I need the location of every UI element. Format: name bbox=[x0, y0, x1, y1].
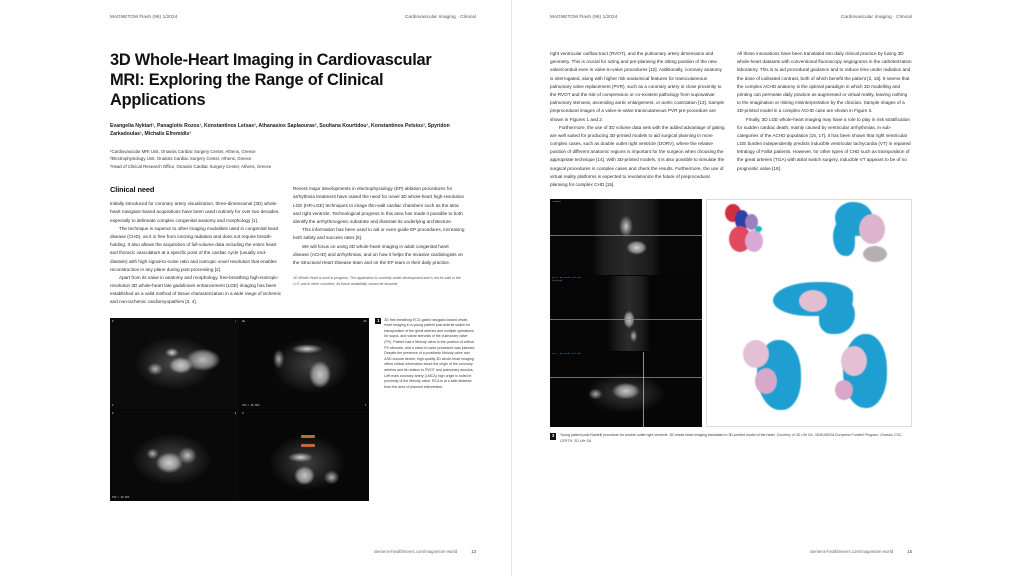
figure-3-block bbox=[550, 199, 912, 444]
right-column-1 bbox=[550, 50, 725, 189]
ct-panel-axial bbox=[550, 352, 702, 427]
paragraph: Furthermore, the use of 3D volume data sets with the added advantage of gating are well suited for producing 3D-printed models to aid surgical planning in more complex cases, such as double outlet right ventricle (DORV), where the relative position of different anatomic regions is important for the surgeon when choosing the appropriate technique [14]. With 3D-printed models, it is also possible to simulate the surgical procedures in complex cases and check the results. Furthermore, the use of virtual reality platforms is expected to revolutionize the future of preprocedural planning for complex CHD [15]. bbox=[550, 124, 725, 187]
right-column-2 bbox=[737, 50, 912, 189]
section-heading-clinical-need: Clinical need bbox=[110, 185, 155, 195]
mri-annotation: R bbox=[112, 319, 114, 323]
figure-1-caption-text: 3D free-breathing ECG-gated navigator-based whole-heart imaging in a young patient post arterial switch for transposition of the great arteries and multiple operations for supra- and valvar stenosis of the pulmonary valve (PV). Patient had a Melody valve in the position of critical PV stenosis, and a valve-in-valve procedure was planned. Despite the presence of a prosthetic Melody valve and ASD closure device, high-quality 3D whole-heart imaging offers critical information about the origin of the coronary arteries and its relation to RVOT and pulmonary annulus. Left main coronary artery (LMCA) high origin is noted in proximity of the Melody valve. RCA is at a safe distance from the area of planned intervention. bbox=[384, 317, 476, 389]
header-publication: MAGNETOM Flash (96) 1/2024 bbox=[110, 14, 178, 19]
model-pink-core-3 bbox=[743, 340, 769, 368]
paragraph: Apart from its value in anatomy and morphology, free-breathing high-isotropic-resolution 3D whole-heart late gadolinium enhancement (LGE) imaging has been established as a valid method of tissue characterization in a wide range of ischemic and non-ischemic cardiomyopathies [3, 4]. bbox=[110, 274, 282, 305]
product-disclaimer: 3D Whole Heart is work in progress. The application is currently under development and is not for sale in the U.S. and in other countries. Its future availability cannot be ensured. bbox=[293, 276, 461, 286]
model-pink-core-4 bbox=[841, 346, 867, 376]
figure-1-number-badge: 1 bbox=[377, 318, 380, 324]
figure-3-credit: Courtesy of 3D Life SA, 3D4KARDIA European Funded Program, Onassis CSC, CERTH, 3D Life SA. bbox=[560, 433, 903, 443]
printed-heart-model-photo bbox=[706, 199, 912, 427]
figure-1-caption bbox=[375, 318, 476, 501]
footer-url: siemens-healthineers.com/magnetom-world bbox=[809, 549, 894, 554]
crosshair-horizontal-icon bbox=[550, 319, 702, 320]
model-pink-core-1 bbox=[859, 214, 885, 244]
right-page-footer bbox=[810, 549, 912, 554]
affiliation-3: ³Head of Clinical Research Office, Onassis Cardiac Surgery Center, Athens, Greece bbox=[110, 163, 272, 169]
mri-panel-axial bbox=[110, 318, 239, 409]
model-grey-base-1 bbox=[863, 246, 887, 262]
page-number: 13 bbox=[471, 549, 476, 554]
left-page-columns bbox=[110, 185, 476, 306]
mri-annotation: R bbox=[242, 411, 244, 415]
ct-annotation: SIEMENS bbox=[552, 199, 562, 203]
author-list: Evangelia Nyktari¹, Panagiotis Rozos¹, Konstantinos Letsas², Athanasios Saplaouras², Soultana Kourtidou¹, Konstantinos Petsios³, Spyridon Zarkadoulas¹, Michalis Efremidis² bbox=[110, 123, 450, 137]
header-publication: MAGNETOM Flash (96) 1/2024 bbox=[550, 14, 618, 19]
mri-annotation: F bbox=[364, 403, 367, 407]
mri-annotation: P bbox=[112, 403, 114, 407]
left-page-footer bbox=[374, 549, 476, 554]
ct-multiplanar-stack bbox=[550, 199, 702, 427]
left-page-header bbox=[110, 14, 476, 24]
model-teal-accent bbox=[755, 226, 762, 232]
header-section: Cardiovascular Imaging · Clinical bbox=[840, 14, 912, 19]
left-column-1 bbox=[110, 185, 282, 306]
figure-1-image-grid bbox=[110, 318, 369, 501]
affiliations bbox=[110, 148, 476, 170]
ct-annotation: tra | 3D trufi 0.8 iso bbox=[552, 352, 581, 356]
mri-annotation: TRU / 3D SPA bbox=[112, 495, 130, 499]
figure-1-block bbox=[110, 318, 476, 501]
crosshair-horizontal-icon bbox=[550, 235, 702, 236]
ct-annotation: cor | 3D trufi 0.8 iso [3D/MPR] bbox=[552, 276, 581, 282]
mri-annotation: HE bbox=[242, 319, 245, 323]
lmca-marker-arrow-icon bbox=[301, 435, 315, 438]
right-page-header bbox=[550, 14, 912, 24]
crosshair-horizontal-icon bbox=[550, 377, 702, 378]
figure-3-caption bbox=[550, 433, 912, 444]
model-blue-shell-1b bbox=[833, 220, 855, 256]
page-number: 15 bbox=[907, 549, 912, 554]
figure-3-number-badge: 3 bbox=[551, 433, 555, 439]
ct-panel-coronal bbox=[550, 199, 702, 274]
paragraph: The technique is superior to other imaging modalities used in congenital heart disease (CHD), as it is free from ionizing radiation and does not require breath-holding. It also allows the acquisition of full-volume data including the entire heart and thoracic vasculature at a specific point of the cardiac cycle (usually end-diastole) with high signal-to-noise ratio and isotropic voxel resolution that enables reconstruction in any plane during post processing [2]. bbox=[110, 225, 279, 272]
article-title: 3D Whole-Heart Imaging in Cardiovascular MRI: Exploring the Range of Clinical Applications bbox=[110, 51, 432, 110]
mri-panel-coronal bbox=[240, 410, 369, 501]
paragraph: Recent major developments in electrophysiology (EP) ablation procedures for arrhythmia treatment have raised the need for novel 3D whole-heart high-resolution LGE (HR-LGE) techniques to image thin-wall cardiac chambers such as the atria and right ventricle. Technological progress in this area has made it possible to both identify the arrhythmogenic substrate and illustrate its underlying architecture. bbox=[293, 186, 465, 224]
paragraph: We will focus on using 3D whole-heart imaging in adult congenital heart disease (ACHD) and arrhythmias, and on how it helps the invasive cardiologists on the Structural Heart Disease team and on the EP team in their daily practice. bbox=[293, 243, 463, 265]
paragraph: right ventricular outflow tract (RVOT), and the pulmonary artery dimensions and geometry. This is crucial for sizing and pre-planning the sitting position of the new valve/conduit even in valve-in-valve procedures [12]. Additionally, coronary anatomy is interrogated, along with higher risk anatomical features for transcutaneous pulmonary valve replacement (PVR), such as a coronary artery in close proximity to the RVOT and the risk of compression or co-existent pathology from supravalvar pulmonary stenosis, ascending aortic enlargement, or aortic coarctation [13]. Sample preprocedural images of a valve-in-valve transcutaneous PVR pre-procedure are shown in Figures 1 and 2. bbox=[550, 51, 725, 122]
mri-annotation: AN bbox=[363, 319, 367, 323]
paragraph: Initially introduced for coronary artery visualization, three-dimensional (3D) whole-heart navigator-based acquisitions have been used routinely for over two decades, especially to delineate complex congenital anatomy and morphology [1]. bbox=[110, 201, 280, 223]
right-page-columns bbox=[550, 50, 912, 189]
paragraph: All these innovations have been translated into daily clinical practice by fusing 3D whole-heart datasets with conventional fluoroscopy angiograms in the catheterization laboratory. This is to aid procedural guidance and to reduce time under radiation and the dose of iodinated contrast, both of which benefit the patient [2, 15]. It seems that the complex ACHD anatomy is the optimal paradigm in which 3D modelling and printing can permeate daily practice as augmented or virtual reality, leaving nothing to the imagination or risking misinterpretation by the clinician. Sample images of a 3D-printed model in a complex ACHD case are shown in Figure 3. bbox=[737, 51, 912, 114]
footer-url: siemens-healthineers.com/magnetom-world bbox=[373, 549, 458, 554]
ct-panel-sagittal bbox=[550, 276, 702, 351]
mri-panel-sagittal bbox=[240, 318, 369, 409]
mri-annotation: R bbox=[112, 411, 114, 415]
left-column-2 bbox=[293, 185, 465, 306]
header-section: Cardiovascular Imaging · Clinical bbox=[404, 14, 476, 19]
affiliation-1: ¹Cardiovascular MRI Unit, Onassis Cardiac Surgery Center, Athens, Greece bbox=[110, 148, 256, 154]
crosshair-vertical-icon bbox=[643, 352, 644, 427]
figure-3-images bbox=[550, 199, 912, 427]
model-pink-core-3b bbox=[755, 368, 777, 394]
affiliation-2: ²Electrophysiology Unit, Onassis Cardiac Surgery Center, Athens, Greece bbox=[110, 156, 252, 162]
figure-3-caption-text: Young patient post-Rastelli procedure for double outlet right ventricle. 3D whole-heart imaging translated to 3D-printed model of the heart. bbox=[560, 433, 776, 438]
mri-panel-oblique bbox=[110, 410, 239, 501]
mri-annotation: H bbox=[234, 411, 237, 415]
paragraph: Finally, 3D LGE whole-heart imaging may have a role to play in risk stratification for sudden cardiac death, mainly caused by ventricular arrhythmias, in sub-categories of the ACHD population [16, 17]. It has been shown that right ventricular LGE burden independently predicts inducible ventricular tachycardia (VT) in repaired tetralogy of Fallot patients. However, for other types of CHD such as transposition of the great arteries (TGA) with atrial switch surgery, inducible VT appears to be of no prognostic value [18]. bbox=[737, 116, 911, 171]
right-page bbox=[512, 0, 1024, 576]
mri-annotation: TRU / 3D SPA bbox=[242, 403, 260, 407]
mri-annotation: L bbox=[234, 319, 237, 323]
model-lv-lilac bbox=[745, 230, 763, 252]
paragraph: This information has been used to aid or even guide EP procedures, increasing both safety and success rates [5]. bbox=[293, 227, 465, 241]
rca-marker-arrow-icon bbox=[301, 444, 315, 447]
